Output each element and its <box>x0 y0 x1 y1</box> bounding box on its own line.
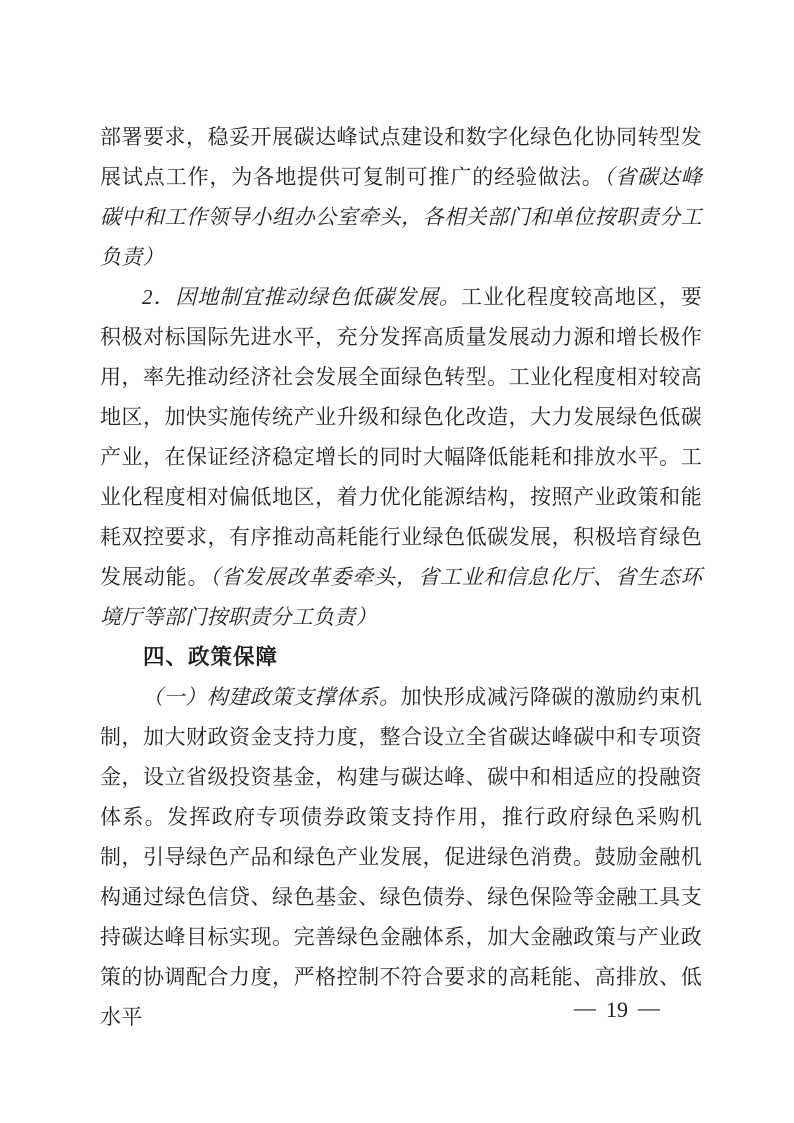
paragraph-text: 工业化程度较高地区，要积极对标国际先进水平，充分发挥高质量发展动力源和增长极作用，率先推动经济社会发展全面绿色转型。工业化程度相对较高地区，加快实施传统产业升级和绿色化改造，大力发展绿色低碳产业，在保证经济稳定增长的同时大幅降低能耗和排放水平。工业化程度相对偏低地区，着力优化能源结构，按照产业政策和能耗双控要求，有序推动高耗能行业绿色低碳发展，积极培育绿色发展动能。 <box>100 285 702 589</box>
section-heading-policy-guarantee: 四、政策保障 <box>143 645 279 669</box>
paragraph-pilot-work <box>100 117 702 277</box>
responsibility-note: （省碳达峰碳中和工作领导小组办公室牵头，各相关部门和单位按职责分工负责） <box>100 165 702 269</box>
subsection-lead-in: （一）构建政策支撑体系。 <box>142 685 401 709</box>
page-footer <box>564 996 670 1024</box>
footer-dash-right: — <box>638 995 660 1020</box>
document-body <box>100 117 702 1037</box>
paragraph-text: 加快形成减污降碳的激励约束机制，加大财政资金支持力度，整合设立全省碳达峰碳中和专项资金，设立省级投资基金，构建与碳达峰、碳中和相适应的投融资体系。发挥政府专项债券政策支持作用，推行政府绿色采购机制，引导绿色产品和绿色产业发展，促进绿色消费。鼓励金融机构通过绿色信贷、绿色基金、绿色债券、绿色保险等金融工具支持碳达峰目标实现。完善绿色金融体系，加大金融政策与产业政策的协调配合力度，严格控制不符合要求的高耗能、高排放、低水平 <box>100 685 702 1029</box>
responsibility-note: （省发展改革委牵头，省工业和信息化厅、省生态环境厅等部门按职责分工负责） <box>100 565 702 629</box>
page-number: 19 <box>606 997 628 1022</box>
paragraph-item-2-green-low-carbon <box>100 277 702 637</box>
paragraph-text: 部署要求，稳妥开展碳达峰试点建设和数字化绿色化协同转型发展试点工作，为各地提供可复制可推广的经验做法。 <box>100 125 702 189</box>
paragraph-policy-support-system <box>100 677 702 1037</box>
footer-dash-left: — <box>574 995 596 1020</box>
item-lead-in: 2．因地制宜推动绿色低碳发展。 <box>142 285 462 309</box>
